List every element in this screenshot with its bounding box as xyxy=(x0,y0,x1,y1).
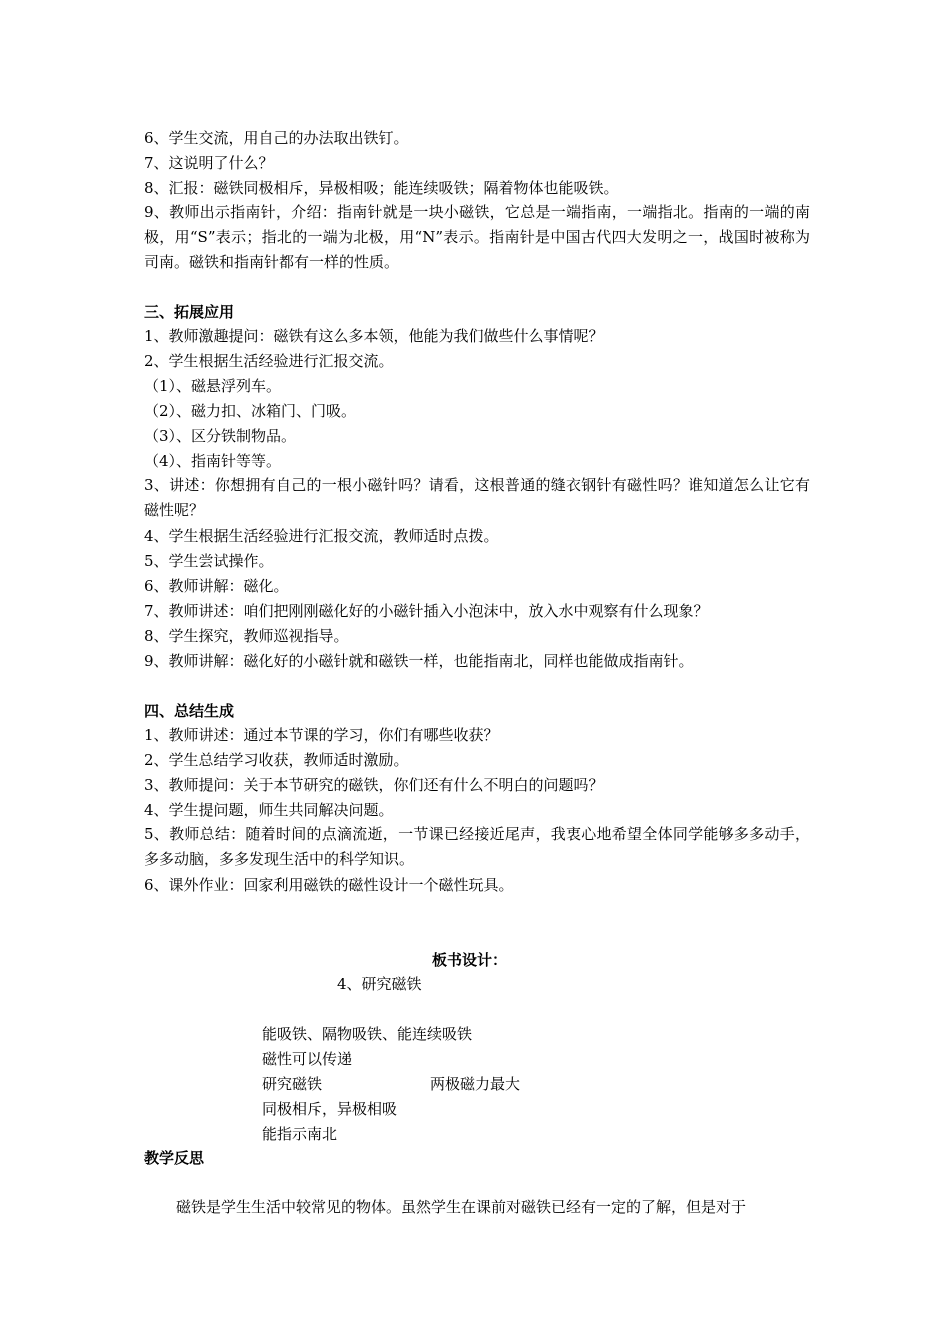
board-subtitle: 4、研究磁铁 xyxy=(337,975,422,993)
paragraph: 6、教师讲解：磁化。 xyxy=(144,577,289,595)
paragraph: 1、教师讲述：通过本节课的学习，你们有哪些收获？ xyxy=(144,726,499,744)
board-right-label: 两极磁力最大 xyxy=(430,1075,521,1093)
paragraph: 8、学生探究，教师巡视指导。 xyxy=(144,627,349,645)
board-line: 能吸铁、隔物吸铁、能连续吸铁 xyxy=(262,1025,473,1043)
paragraph: 4、学生提问题，师生共同解决问题。 xyxy=(144,801,394,819)
paragraph: 5、教师总结：随着时间的点滴流逝，一节课已经接近尾声，我衷心地希望全体同学能够多多动手，多多动脑，多多发现生活中的科学知识。 xyxy=(144,825,810,868)
list-item: （4）、指南针等等。 xyxy=(144,452,282,470)
paragraph: 6、学生交流，用自己的办法取出铁钉。 xyxy=(144,129,409,147)
paragraph: 6、课外作业：回家利用磁铁的磁性设计一个磁性玩具。 xyxy=(144,876,514,894)
paragraph: 4、学生根据生活经验进行汇报交流，教师适时点拨。 xyxy=(144,527,499,545)
paragraph: 9、教师讲解：磁化好的小磁针就和磁铁一样，也能指南北，同样也能做成指南针。 xyxy=(144,652,694,670)
section-heading: 四、总结生成 xyxy=(144,702,235,720)
paragraph: 7、教师讲述：咱们把刚刚磁化好的小磁针插入小泡沫中，放入水中观察有什么现象？ xyxy=(144,602,709,620)
list-item: （3）、区分铁制物品。 xyxy=(144,427,297,445)
paragraph: 磁铁是学生生活中较常见的物体。虽然学生在课前对磁铁已经有一定的了解，但是对于 xyxy=(176,1198,747,1216)
board-title: 板书设计： xyxy=(432,951,508,969)
list-item: （1）、磁悬浮列车。 xyxy=(144,377,282,395)
section-heading: 教学反思 xyxy=(144,1149,205,1167)
paragraph: 3、教师提问：关于本节研究的磁铁，你们还有什么不明白的问题吗？ xyxy=(144,776,604,794)
paragraph: 3、讲述：你想拥有自己的一根小磁针吗？请看，这根普通的缝衣钢针有磁性吗？谁知道怎么让它有磁性呢？ xyxy=(144,476,810,519)
paragraph: 1、教师激趣提问：磁铁有这么多本领，他能为我们做些什么事情呢？ xyxy=(144,327,604,345)
paragraph: 2、学生总结学习收获，教师适时激励。 xyxy=(144,751,409,769)
paragraph: 2、学生根据生活经验进行汇报交流。 xyxy=(144,352,394,370)
board-line: 同极相斥，异极相吸 xyxy=(262,1100,398,1118)
paragraph: 7、这说明了什么？ xyxy=(144,154,274,172)
paragraph: 8、汇报：磁铁同极相斥，异极相吸；能连续吸铁；隔着物体也能吸铁。 xyxy=(144,179,619,197)
paragraph: 5、学生尝试操作。 xyxy=(144,552,274,570)
section-heading: 三、拓展应用 xyxy=(144,303,235,321)
board-line: 研究磁铁 xyxy=(262,1075,323,1093)
list-item: （2）、磁力扣、冰箱门、门吸。 xyxy=(144,402,357,420)
paragraph: 9、教师出示指南针，介绍：指南针就是一块小磁铁，它总是一端指南，一端指北。指南的一端的南极，用“S”表示；指北的一端为北极，用“N”表示。指南针是中国古代四大发明之一，战国时被称为司南。磁铁和指南针都有一样的性质。 xyxy=(144,203,810,271)
board-line: 能指示南北 xyxy=(262,1125,338,1143)
board-line: 磁性可以传递 xyxy=(262,1050,353,1068)
